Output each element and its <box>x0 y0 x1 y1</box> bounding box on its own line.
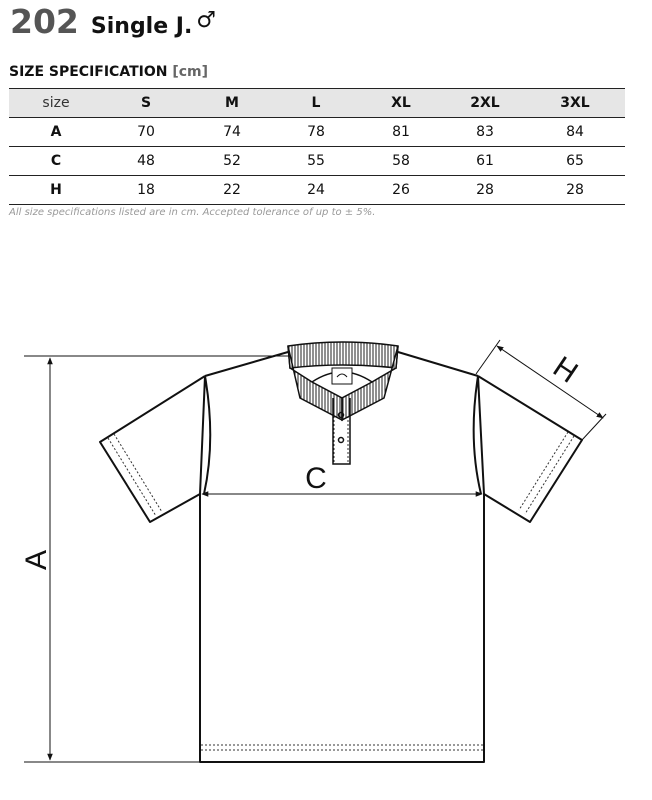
spec-heading-text: SIZE SPECIFICATION <box>9 64 168 80</box>
right-sleeve <box>478 376 582 522</box>
cell-h-3xl: 28 <box>525 176 625 205</box>
tolerance-note: All size specifications listed are in cm. Accepted tolerance of up to ± 5%. <box>9 207 376 218</box>
cell-a-l: 78 <box>275 118 357 147</box>
cell-a-3xl: 84 <box>525 118 625 147</box>
size-col-xl: XL <box>357 89 445 118</box>
spec-unit: [cm] <box>172 64 209 80</box>
dimension-h <box>476 340 606 440</box>
cell-a-xl: 81 <box>357 118 445 147</box>
shirt-body <box>200 376 484 762</box>
label-c: C <box>305 462 327 495</box>
cell-c-xl: 58 <box>357 147 445 176</box>
model-number: 202 <box>10 2 79 41</box>
size-col-m: M <box>189 89 275 118</box>
size-col-s: S <box>103 89 189 118</box>
cell-c-3xl: 65 <box>525 147 625 176</box>
cell-c-l: 55 <box>275 147 357 176</box>
size-col-l: L <box>275 89 357 118</box>
row-label-a: A <box>9 118 103 147</box>
cell-a-m: 74 <box>189 118 275 147</box>
collar-band-back <box>288 342 398 368</box>
cell-a-2xl: 83 <box>445 118 525 147</box>
neck-label <box>332 368 352 384</box>
cell-h-l: 24 <box>275 176 357 205</box>
cell-h-xl: 26 <box>357 176 445 205</box>
cell-h-2xl: 28 <box>445 176 525 205</box>
dimension-a <box>24 356 290 762</box>
cell-c-m: 52 <box>189 147 275 176</box>
row-label-h: H <box>9 176 103 205</box>
size-col-2xl: 2XL <box>445 89 525 118</box>
label-h: H <box>547 350 584 390</box>
size-col-header: size <box>9 89 103 118</box>
model-name: Single J. <box>90 14 193 39</box>
stitching <box>108 396 574 750</box>
left-sleeve <box>100 376 205 522</box>
male-icon: ♂ <box>196 8 217 33</box>
cell-h-m: 22 <box>189 176 275 205</box>
size-col-3xl: 3XL <box>525 89 625 118</box>
row-label-c: C <box>9 147 103 176</box>
button <box>339 438 344 443</box>
cell-c-s: 48 <box>103 147 189 176</box>
cell-h-s: 18 <box>103 176 189 205</box>
label-a: A <box>20 549 53 571</box>
cell-a-s: 70 <box>103 118 189 147</box>
cell-c-2xl: 61 <box>445 147 525 176</box>
right-shoulder <box>398 352 478 376</box>
